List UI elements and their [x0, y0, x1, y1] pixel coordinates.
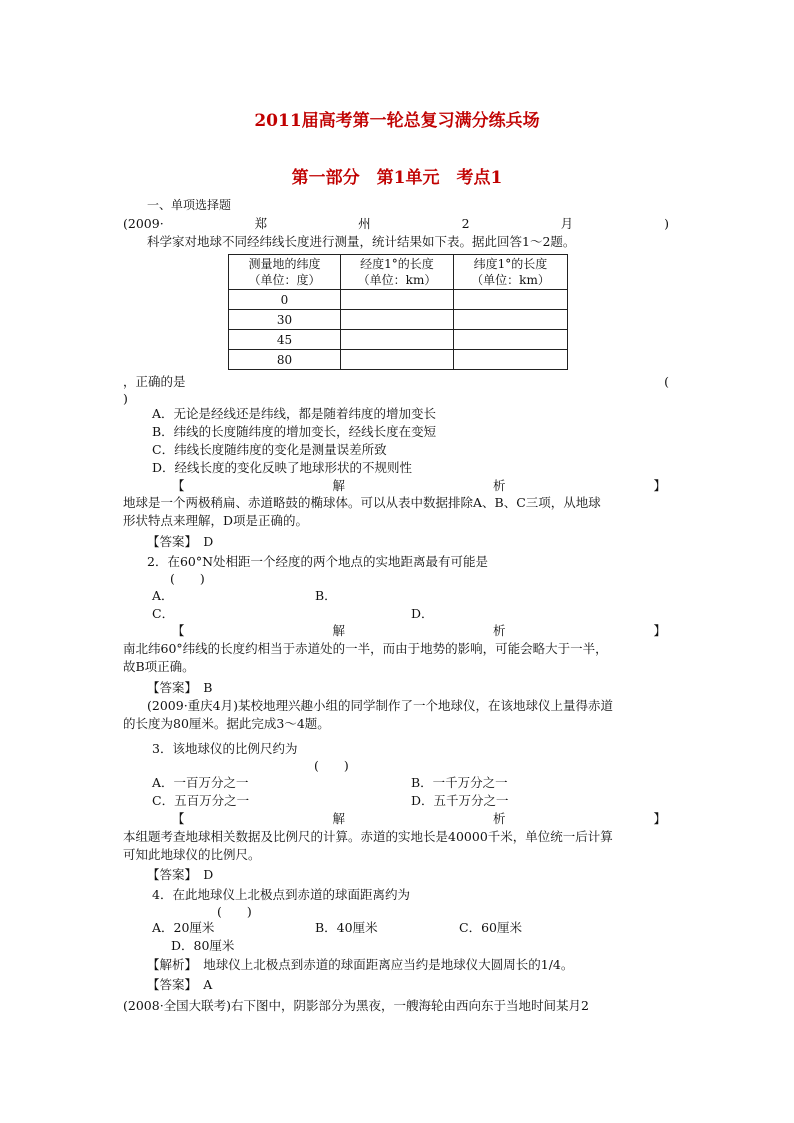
- label-char: 析: [492, 478, 506, 493]
- table-header-cell: [454, 255, 568, 290]
- table-header-row: [229, 255, 568, 290]
- q3-answer: 【答案】 D: [147, 867, 214, 882]
- label-char: 析: [492, 623, 506, 638]
- bracket-open: 【: [172, 478, 185, 493]
- table-cell: [454, 330, 568, 350]
- table-row: [229, 330, 568, 350]
- table-row: [229, 290, 568, 310]
- q2-option-a: A．: [152, 588, 174, 603]
- q1-answer: 【答案】 D: [147, 534, 214, 549]
- q3-analysis-line: 本组题考查地球相关数据及比例尺的计算。赤道的实地长是40000千米，单位统一后计算: [123, 829, 613, 844]
- q3-intro-line: (2009·重庆4月)某校地理兴趣小组的同学制作了一个地球仪，在该地球仪上量得赤道: [147, 698, 613, 713]
- q1-source-part: 2: [461, 216, 470, 231]
- q5-intro: (2008·全国大联考)右下图中，阴影部分为黑夜，一艘海轮由西向东于当地时间某月2: [123, 998, 589, 1013]
- q1-ask: [123, 373, 669, 390]
- q4-option-b: B．40厘米: [315, 920, 378, 935]
- q2-analysis-line: 南北纬60°纬线的长度约相当于赤道处的一半，而由于地势的影响，可能会略大于一半，: [123, 641, 608, 656]
- q2-analysis-line: 故B项正确。: [123, 659, 195, 674]
- q1-analysis-line: 形状特点来理解，D项是正确的。: [123, 513, 309, 528]
- q1-source-part: 月: [560, 216, 574, 231]
- q1-source-part: 郑: [254, 216, 268, 231]
- q3-option-b: B．一千万分之一: [411, 775, 508, 790]
- q2-paren: ( ): [170, 571, 205, 586]
- table-cell: 45: [229, 330, 341, 350]
- table-cell: 80: [229, 350, 341, 370]
- table-row: [229, 310, 568, 330]
- label-char: 解: [332, 811, 345, 826]
- header-line: （单位：km）: [471, 273, 550, 287]
- label-char: 解: [332, 623, 345, 638]
- bracket-open: 【: [172, 623, 185, 638]
- q1-option-c: C．纬线长度随纬度的变化是测量误差所致: [152, 442, 387, 457]
- table-cell: [454, 350, 568, 370]
- bracket-close: 】: [653, 811, 666, 826]
- q4-stem: 4．在此地球仪上北极点到赤道的球面距离约为: [152, 887, 410, 902]
- q4-analysis: 【解析】 地球仪上北极点到赤道的球面距离应当约是地球仪大圆周长的1/4。: [147, 957, 574, 972]
- q4-option-c: C．60厘米: [459, 920, 522, 935]
- table-header-cell: [229, 255, 341, 290]
- q1-source-part: (2009·: [123, 216, 164, 231]
- bracket-open: 【: [172, 811, 185, 826]
- q4-answer: 【答案】 A: [147, 977, 213, 992]
- section-heading: 一、单项选择题: [147, 198, 232, 212]
- table-row: [229, 350, 568, 370]
- q3-option-d: D．五千万分之一: [411, 793, 509, 808]
- header-line: 纬度1°的长度: [473, 257, 548, 271]
- table-cell: [341, 350, 454, 370]
- header-line: （单位：km）: [357, 273, 437, 287]
- q1-option-b: B．纬线的长度随纬度的增加变长，经线长度在变短: [152, 424, 437, 439]
- q4-option-a: A．20厘米: [152, 920, 215, 935]
- q1-stem: 科学家对地球不同经纬线长度进行测量，统计结果如下表。据此回答1～2题。: [147, 234, 576, 249]
- measurement-table: [228, 254, 568, 370]
- table-cell: [454, 310, 568, 330]
- bracket-close: 】: [653, 623, 666, 638]
- q2-option-b: B．: [315, 588, 337, 603]
- header-line: （单位：度）: [248, 273, 321, 287]
- header-line: 经度1°的长度: [360, 257, 434, 271]
- q1-analysis-label: [172, 477, 666, 494]
- table-cell: [341, 290, 454, 310]
- q1-source: [123, 215, 669, 232]
- table-cell: [454, 290, 568, 310]
- table-header-cell: [341, 255, 454, 290]
- table-cell: [341, 310, 454, 330]
- q3-option-a: A．一百万分之一: [152, 775, 249, 790]
- q4-option-d: D．80厘米: [171, 938, 235, 953]
- table-cell: [341, 330, 454, 350]
- q2-option-c: C．: [152, 606, 175, 621]
- table-cell: 0: [229, 290, 341, 310]
- q3-intro-line: 的长度为80厘米。据此完成3～4题。: [123, 716, 330, 731]
- q3-analysis-label: [172, 810, 666, 827]
- q1-paren-open: (: [664, 374, 669, 389]
- table-cell: 30: [229, 310, 341, 330]
- q1-source-part: ): [664, 216, 669, 231]
- q2-answer: 【答案】 B: [147, 680, 213, 695]
- q1-option-d: D．经线长度的变化反映了地球形状的不规则性: [152, 460, 413, 475]
- q4-paren: ( ): [217, 904, 252, 919]
- q3-stem: 3．该地球仪的比例尺约为: [152, 741, 298, 756]
- q2-option-d: D．: [411, 606, 434, 621]
- q1-analysis-line: 地球是一个两极稍扁、赤道略鼓的椭球体。可以从表中数据排除A、B、C三项，从地球: [123, 495, 601, 510]
- q3-analysis-line: 可知此地球仪的比例尺。: [123, 847, 261, 862]
- label-char: 解: [332, 478, 345, 493]
- label-char: 析: [492, 811, 506, 826]
- bracket-close: 】: [653, 478, 666, 493]
- q3-paren: ( ): [314, 758, 349, 773]
- document-subtitle: 第一部分 第1单元 考点1: [291, 168, 503, 188]
- q2-stem: 2．在60°N处相距一个经度的两个地点的实地距离最有可能是: [147, 554, 489, 569]
- header-line: 测量地的纬度: [248, 257, 321, 271]
- q1-paren-close: ): [123, 391, 128, 406]
- q1-ask-text: ，正确的是: [123, 374, 186, 389]
- document-title: 2011届高考第一轮总复习满分练兵场: [254, 111, 540, 131]
- q2-analysis-label: [172, 622, 666, 639]
- q1-option-a: A．无论是经线还是纬线，都是随着纬度的增加变长: [152, 406, 437, 421]
- q1-source-part: 州: [358, 216, 371, 231]
- q3-option-c: C．五百万分之一: [152, 793, 250, 808]
